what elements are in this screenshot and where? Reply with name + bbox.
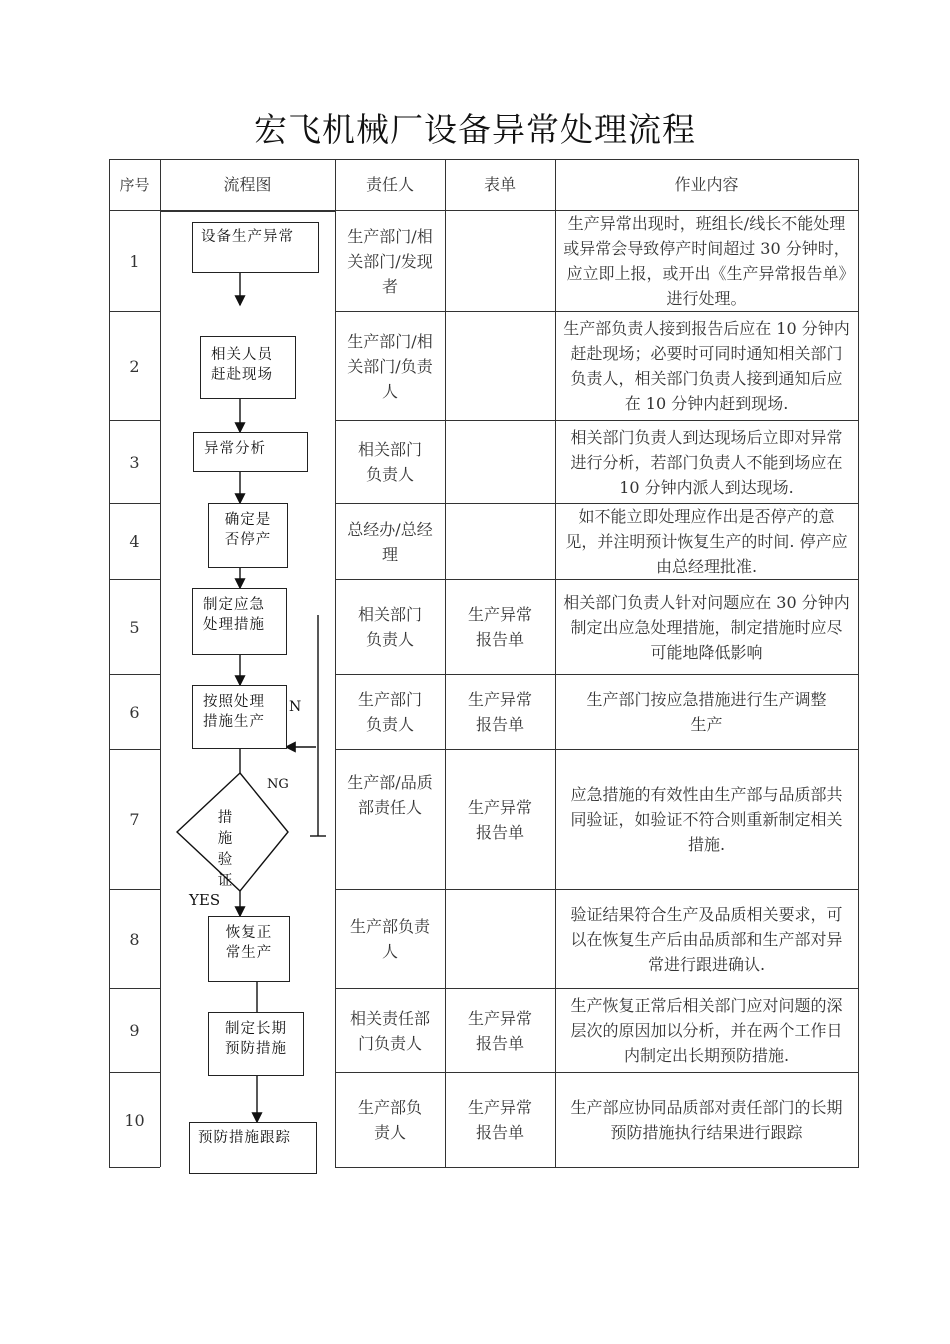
row-8-owner: 生产部负责人 (349, 917, 430, 961)
row-7-content: 应急措施的有效性由生产部与品质部共同验证，如验证不符合则重新制定相关措施. (570, 785, 843, 854)
row-10-content: 生产部应协同品质部对责任部门的长期预防措施执行结果进行跟踪 (570, 1098, 843, 1142)
row-5-content: 相关部门负责人针对问题应在 30 分钟内制定出应急处理措施，制定措施时应尽可能地降低影响 (563, 592, 850, 662)
flow-step-6: 按照处理措施生产 (192, 685, 287, 749)
flow-step-8: 恢复正常生产 (208, 916, 290, 982)
row-5-seq: 5 (129, 617, 140, 637)
row-5-owner: 相关部门负责人 (357, 605, 422, 649)
row-10-owner: 生产部负责人 (357, 1098, 422, 1142)
row-1-owner: 生产部门/相关部门/发现者 (347, 226, 433, 296)
flow-label-yes: YES (189, 891, 221, 909)
header-owner: 责任人 (365, 175, 414, 194)
row-8-seq: 8 (129, 929, 140, 949)
document-title: 宏飞机械厂设备异常处理流程 (254, 110, 696, 149)
row-4-owner: 总经办/总经理 (347, 519, 433, 564)
row-7-owner: 生产部/品质部责任人 (347, 773, 433, 817)
flow-step-7-label: 措施验证 (217, 810, 233, 889)
row-9-owner: 相关责任部门负责人 (349, 1008, 430, 1053)
row-6-owner: 生产部门负责人 (357, 690, 422, 734)
header-content: 作业内容 (674, 175, 739, 194)
row-2-owner: 生产部门/相关部门/负责人 (347, 331, 433, 401)
header-flow: 流程图 (223, 175, 272, 194)
row-3-seq: 3 (129, 452, 140, 472)
row-8-content: 验证结果符合生产及品质相关要求，可以在恢复生产后由品质部和生产部对异常进行跟进确认. (570, 904, 843, 974)
flow-step-5: 制定应急处理措施 (192, 588, 287, 655)
row-9-content: 生产恢复正常后相关部门应对问题的深层次的原因加以分析，并在两个工作日内制定出长期预防措施. (570, 996, 843, 1065)
row-6-content: 生产部门按应急措施进行生产调整生产 (586, 690, 827, 734)
header-seq: 序号 (119, 175, 150, 194)
row-10-seq: 10 (124, 1110, 145, 1130)
row-10-form: 生产异常报告单 (467, 1098, 532, 1142)
row-3-content: 相关部门负责人到达现场后立即对异常进行分析，若部门负责人不能到场应在 10 分钟内派人到达现场. (570, 427, 843, 497)
row-1-content: 生产异常出现时，班组长/线长不能处理或异常会导致停产时间超过 30 分钟时，应立即上报，或开出《生产异常报告单》进行处理。 (563, 214, 850, 308)
row-7-form: 生产异常报告单 (467, 797, 532, 842)
flow-step-4: 确定是否停产 (208, 503, 288, 568)
header-form: 表单 (483, 175, 516, 194)
row-1-seq: 1 (129, 251, 140, 271)
flow-label-n: N (289, 699, 302, 715)
row-9-form: 生产异常报告单 (467, 1008, 532, 1053)
flow-step-1: 设备生产异常 (192, 222, 319, 273)
row-5-form: 生产异常报告单 (467, 605, 532, 649)
flow-label-ng: NG (267, 777, 289, 792)
row-9-seq: 9 (129, 1021, 140, 1040)
row-6-seq: 6 (129, 702, 140, 722)
row-4-content: 如不能立即处理应作出是否停产的意见，并注明预计恢复生产的时间. 停产应由总经理批准. (565, 507, 848, 576)
row-4-seq: 4 (129, 532, 140, 551)
row-3-owner: 相关部门负责人 (357, 440, 422, 484)
flow-step-2: 相关人员赶赴现场 (200, 336, 296, 399)
flow-step-9: 制定长期预防措施 (208, 1012, 304, 1076)
row-6-form: 生产异常报告单 (467, 690, 532, 734)
flow-step-10: 预防措施跟踪 (189, 1122, 317, 1174)
flow-step-3: 异常分析 (193, 432, 308, 472)
row-2-content: 生产部负责人接到报告后应在 10 分钟内赶赴现场；必要时可同时通知相关部门负责人，相关部门负责人接到通知后应在 10 分钟内赶到现场. (563, 319, 850, 413)
row-7-seq: 7 (129, 810, 140, 829)
row-2-seq: 2 (129, 356, 140, 376)
